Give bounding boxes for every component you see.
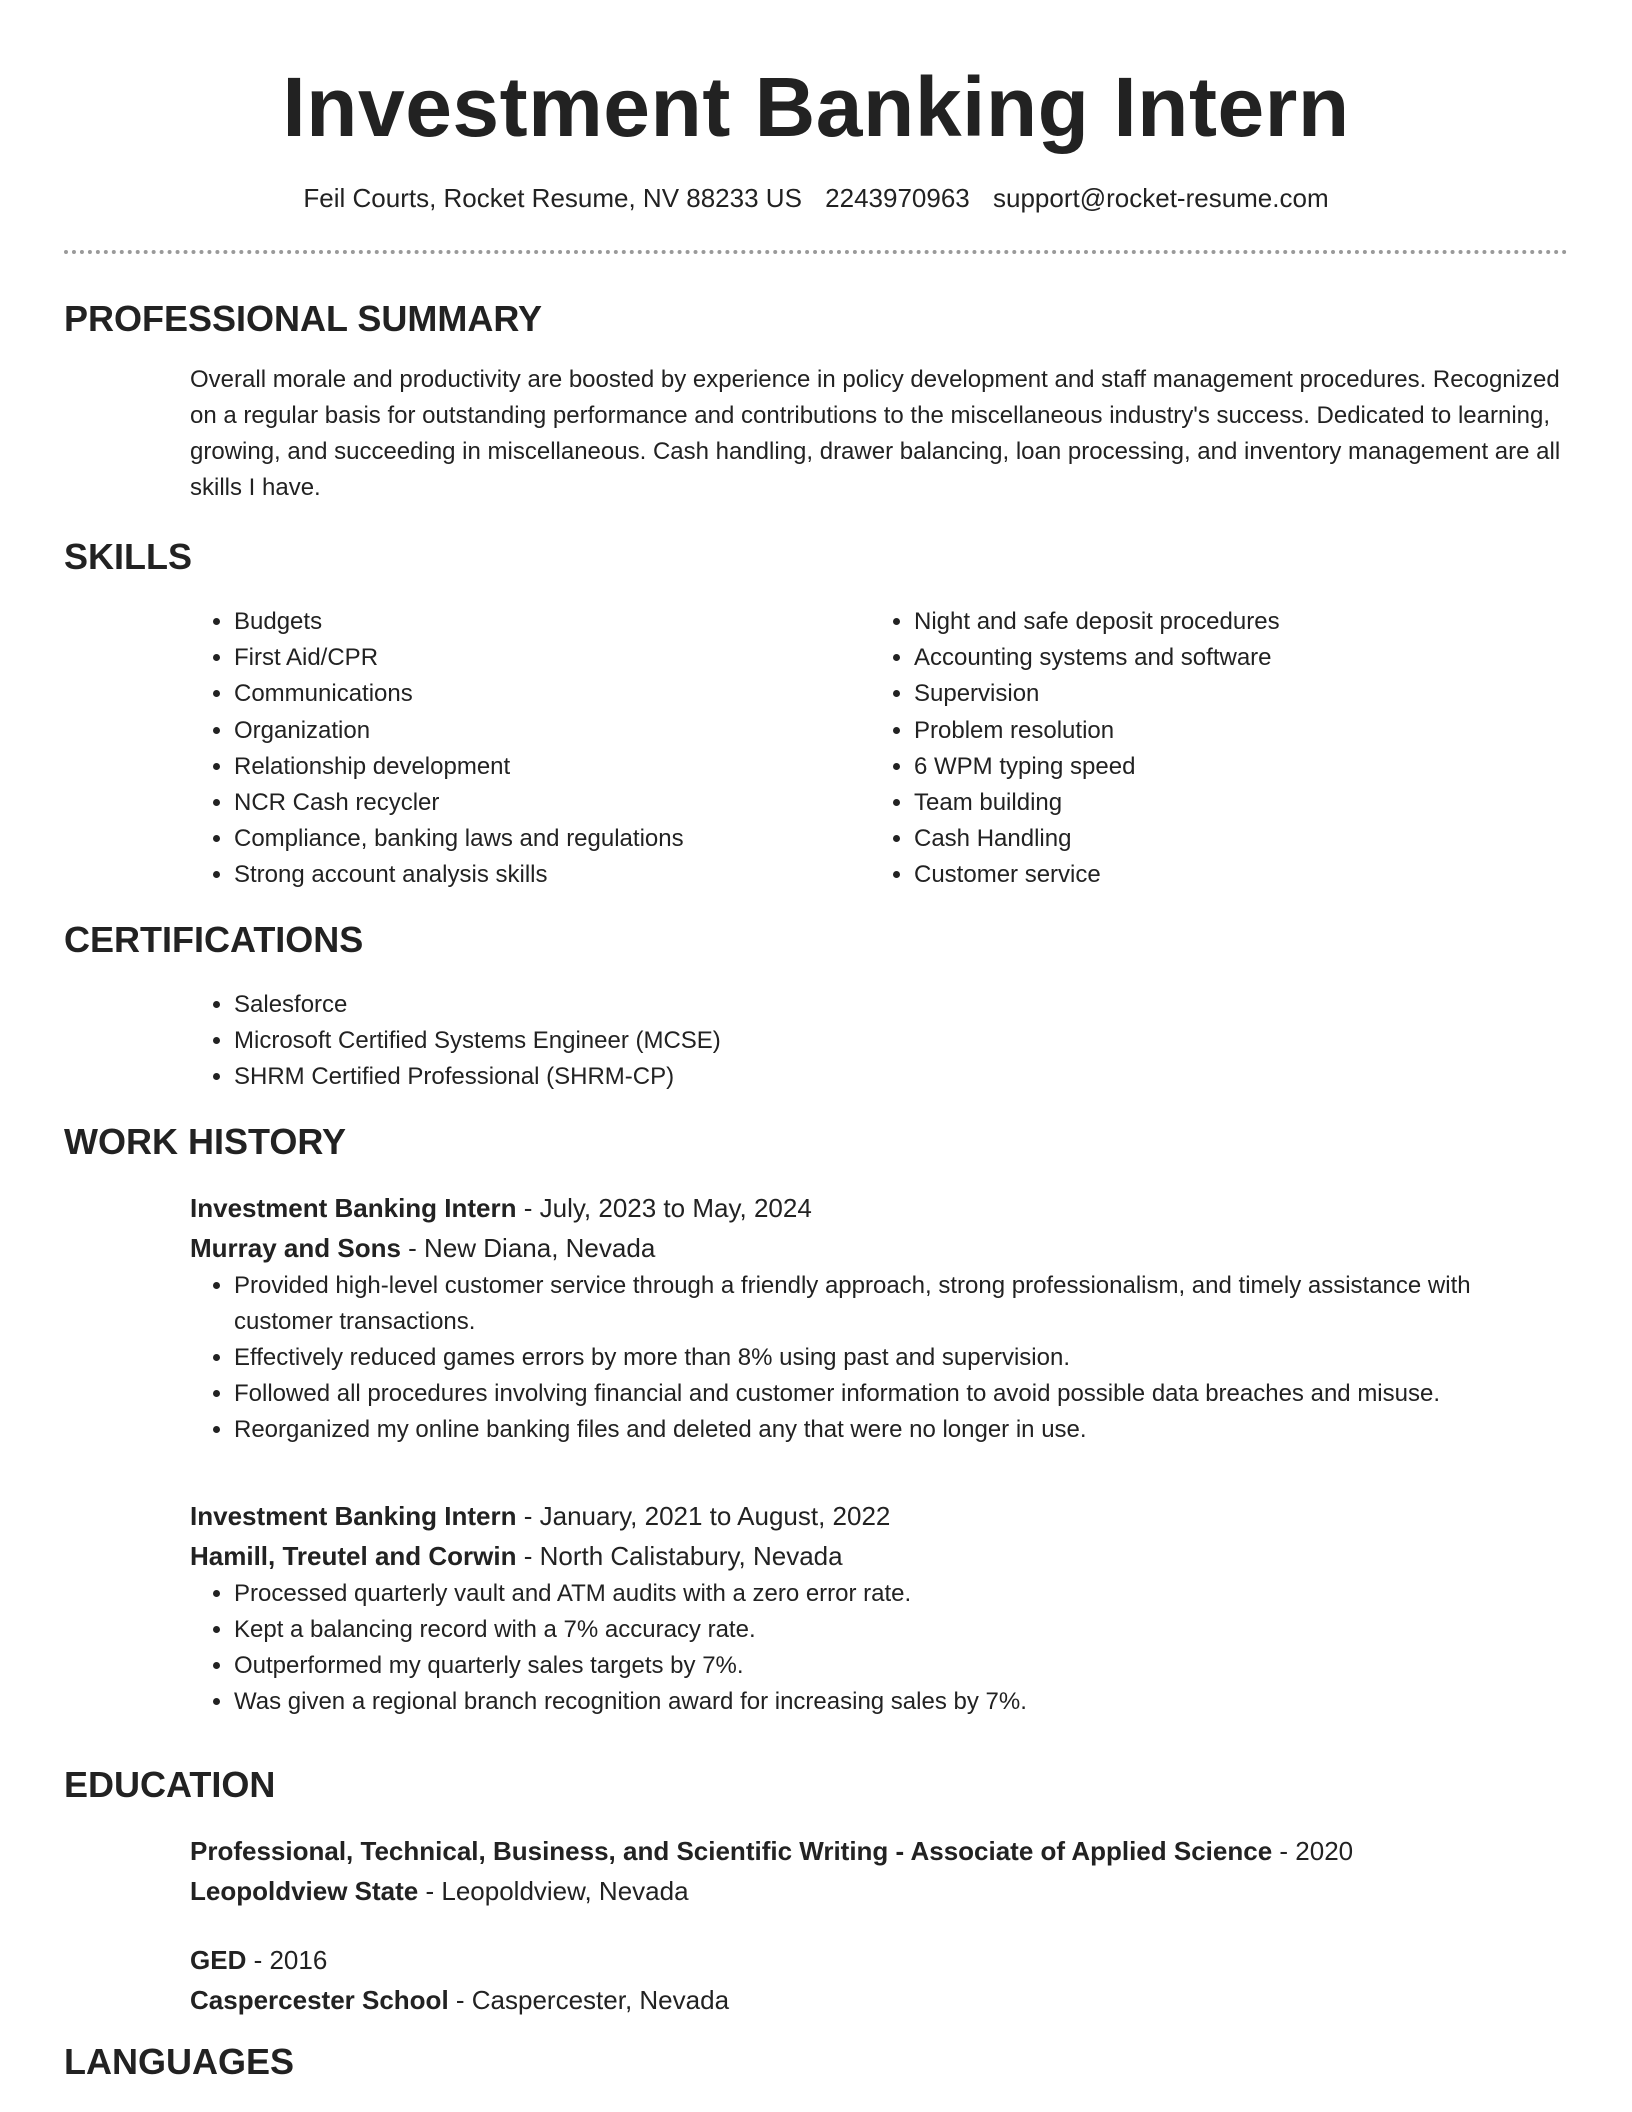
job-dates: - January, 2021 to August, 2022: [516, 1501, 891, 1531]
section-title-certifications: CERTIFICATIONS: [64, 919, 364, 960]
education-school: Leopoldview State: [190, 1876, 419, 1906]
skill-item: • First Aid/CPR: [234, 640, 870, 676]
job-bullet: • Processed quarterly vault and ATM audits with a zero error rate.: [234, 1576, 1570, 1612]
job-dates: - July, 2023 to May, 2024: [516, 1193, 812, 1223]
skill-item: • Strong account analysis skills: [234, 857, 870, 893]
education-degree-line: [190, 1831, 1570, 1871]
job-location: - North Calistabury, Nevada: [516, 1541, 843, 1571]
section-title-education: EDUCATION: [64, 1764, 276, 1805]
job-bullet: • Followed all procedures involving financial and customer information to avoid possible data breaches and misuse.: [234, 1376, 1570, 1412]
skills-column-left: [190, 604, 870, 894]
education-school-line: [190, 1871, 1570, 1911]
job-bullet: • Kept a balancing record with a 7% accuracy rate.: [234, 1612, 1570, 1648]
skill-item: • Budgets: [234, 604, 870, 640]
job-title-line: [190, 1496, 1570, 1536]
phone: 2243970963: [825, 183, 970, 213]
certification-item: • SHRM Certified Professional (SHRM-CP): [234, 1059, 1570, 1095]
job-entry: [190, 1496, 1570, 1720]
skill-item: • Communications: [234, 676, 870, 712]
certification-item: • Salesforce: [234, 987, 1570, 1023]
summary-text: Overall morale and productivity are boosted by experience in policy development and staff management procedures. Recognized on a regular basis for outstanding performance and contributions to the miscellaneous industry's success. Dedicated to learning, growing, and succeeding in miscellaneous. Cash handling, drawer balancing, loan processing, and inventory management are all skills I have.: [190, 366, 1561, 501]
job-title-line: [190, 1188, 1570, 1228]
education-location: - Caspercester, Nevada: [448, 1985, 730, 2015]
skill-item: • Organization: [234, 713, 870, 749]
education-degree: Professional, Technical, Business, and Scientific Writing - Associate of Applied Science: [190, 1836, 1273, 1866]
education-school: Caspercester School: [190, 1985, 449, 2015]
education-degree-line: [190, 1940, 1570, 1980]
certifications-block: [190, 987, 1570, 1095]
certification-item: • Microsoft Certified Systems Engineer (MCSE): [234, 1023, 1570, 1059]
skills-block: [190, 604, 1570, 894]
email: support@rocket-resume.com: [993, 183, 1329, 213]
job-role: Investment Banking Intern: [190, 1193, 517, 1223]
job-entry: [190, 1188, 1570, 1448]
header-divider: [64, 250, 1568, 254]
education-year: - 2016: [246, 1945, 328, 1975]
job-bullet: • Outperformed my quarterly sales targets by 7%.: [234, 1648, 1570, 1684]
address: Feil Courts, Rocket Resume, NV 88233 US: [303, 183, 802, 213]
section-title-skills: SKILLS: [64, 536, 193, 577]
skill-item: • Team building: [914, 785, 1550, 821]
education-year: - 2020: [1272, 1836, 1354, 1866]
job-company-line: [190, 1536, 1570, 1576]
job-location: - New Diana, Nevada: [400, 1233, 656, 1263]
candidate-name: Investment Banking Intern: [282, 60, 1350, 154]
section-title-languages: LANGUAGES: [64, 2041, 295, 2082]
education-location: - Leopoldview, Nevada: [418, 1876, 689, 1906]
section-title-work-history: WORK HISTORY: [64, 1121, 347, 1162]
skill-item: • Relationship development: [234, 749, 870, 785]
education-school-line: [190, 1980, 1570, 2020]
skill-item: • NCR Cash recycler: [234, 785, 870, 821]
contact-line: [0, 178, 1632, 218]
section-title-summary: PROFESSIONAL SUMMARY: [64, 298, 543, 339]
job-bullet: • Was given a regional branch recognition award for increasing sales by 7%.: [234, 1684, 1570, 1720]
skill-item: • Supervision: [914, 676, 1550, 712]
job-company: Hamill, Treutel and Corwin: [190, 1541, 517, 1571]
skill-item: • Customer service: [914, 857, 1550, 893]
education-degree: GED: [190, 1945, 247, 1975]
job-company-line: [190, 1228, 1570, 1268]
education-entry: [190, 1831, 1570, 1911]
skill-item: • Cash Handling: [914, 821, 1550, 857]
job-bullet: • Provided high-level customer service through a friendly approach, strong professionalism, and timely assistance with customer transactions.: [234, 1268, 1570, 1340]
skill-item: • Night and safe deposit procedures: [914, 604, 1550, 640]
skill-item: • 6 WPM typing speed: [914, 749, 1550, 785]
skills-column-right: [870, 604, 1550, 894]
job-company: Murray and Sons: [190, 1233, 401, 1263]
summary-block: [190, 362, 1570, 506]
job-role: Investment Banking Intern: [190, 1501, 517, 1531]
education-entry: [190, 1940, 1570, 2020]
skill-item: • Compliance, banking laws and regulations: [234, 821, 870, 857]
job-bullet: • Reorganized my online banking files and deleted any that were no longer in use.: [234, 1412, 1570, 1448]
skill-item: • Accounting systems and software: [914, 640, 1550, 676]
job-bullet: • Effectively reduced games errors by more than 8% using past and supervision.: [234, 1340, 1570, 1376]
skill-item: • Problem resolution: [914, 713, 1550, 749]
